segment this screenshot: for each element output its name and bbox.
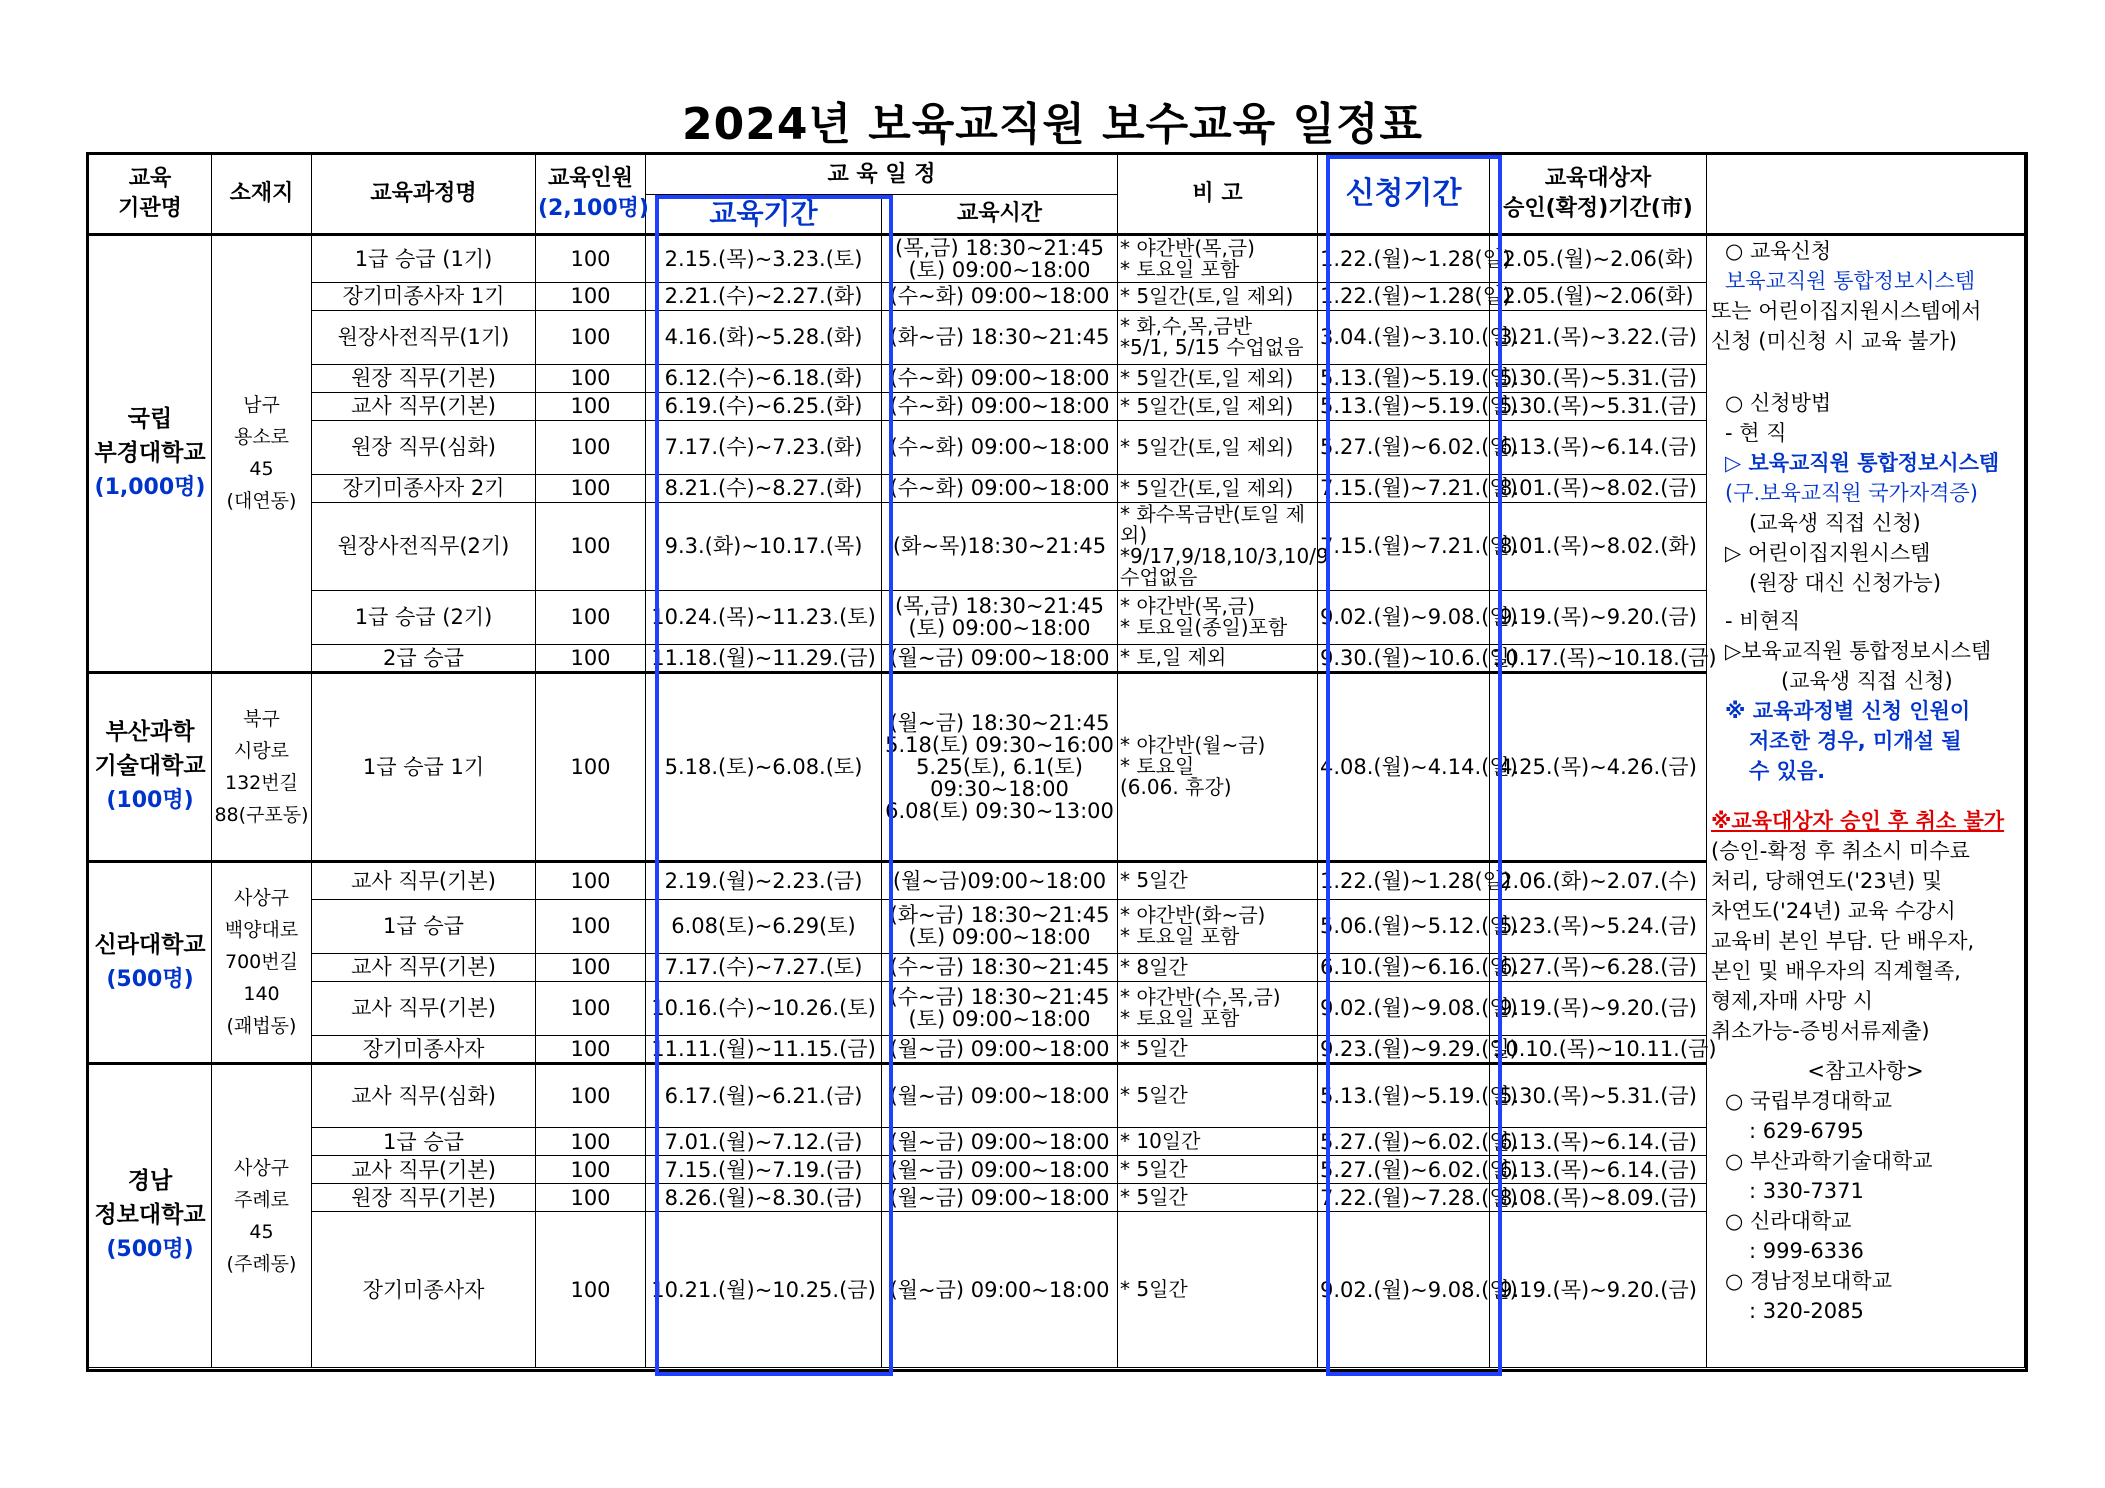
course-name: 1급 승급 (312, 1128, 536, 1156)
course-time: (목,금) 18:30~21:45 (토) 09:00~18:00 (882, 235, 1118, 283)
apply-line: 또는 어린이집지원시스템에서 (1711, 299, 1982, 323)
course-name: 1급 승급 (1기) (312, 235, 536, 283)
course-approval-period: 5.30.(목)~5.31.(금) (1490, 392, 1707, 420)
apply-title: ○ 교육신청 (1725, 239, 1832, 263)
course-period: 8.21.(수)~8.27.(화) (646, 474, 882, 502)
course-period: 10.24.(목)~11.23.(토) (646, 590, 882, 644)
course-name: 장기미종사자 (312, 1035, 536, 1063)
course-apply-period: 1.22.(월)~1.28(일) (1318, 235, 1490, 283)
course-apply-period: 6.10.(월)~6.16.(일) (1318, 953, 1490, 981)
institution-address: 사상구 주례로 45 (주례동) (212, 1063, 312, 1367)
course-approval-period: 4.25.(목)~4.26.(금) (1490, 672, 1707, 861)
course-period: 9.3.(화)~10.17.(목) (646, 502, 882, 590)
course-time: (화~금) 18:30~21:45 (882, 310, 1118, 364)
course-period: 7.17.(수)~7.27.(토) (646, 953, 882, 981)
course-name: 1급 승급 (2기) (312, 590, 536, 644)
header-time: 교육시간 (882, 195, 1118, 235)
course-period: 2.19.(월)~2.23.(금) (646, 861, 882, 899)
table-row (89, 235, 2025, 283)
course-approval-period: 10.10.(목)~10.11.(금) (1490, 1035, 1707, 1063)
course-remark: * 야간반(목,금) * 토요일(종일)포함 (1118, 590, 1318, 644)
course-count: 100 (536, 1184, 646, 1212)
course-apply-period: 7.15.(월)~7.21.(일) (1318, 474, 1490, 502)
method-title: ○ 신청방법 (1725, 391, 1832, 415)
course-name: 원장사전직무(1기) (312, 310, 536, 364)
course-name: 장기미종사자 2기 (312, 474, 536, 502)
course-time: (목,금) 18:30~21:45 (토) 09:00~18:00 (882, 590, 1118, 644)
contact-phone: : 320-2085 (1749, 1299, 1864, 1323)
course-apply-period: 5.13.(월)~5.19.(일) (1318, 1063, 1490, 1127)
institution-name: 신라대학교 (500명) (89, 861, 212, 1063)
course-remark: * 5일간 (1118, 861, 1318, 899)
course-remark: * 10일간 (1118, 1128, 1318, 1156)
course-count: 100 (536, 364, 646, 392)
course-apply-period: 5.13.(월)~5.19.(일) (1318, 392, 1490, 420)
course-remark: * 5일간 (1118, 1063, 1318, 1127)
contact-name: ○ 국립부경대학교 (1725, 1089, 1893, 1113)
course-remark: * 5일간(토,일 제외) (1118, 474, 1318, 502)
course-apply-period: 7.15.(월)~7.21.(일) (1318, 502, 1490, 590)
course-apply-period: 3.04.(월)~3.10.(일) (1318, 310, 1490, 364)
institution-name: 부산과학 기술대학교 (100명) (89, 672, 212, 861)
course-time: (수~화) 09:00~18:00 (882, 364, 1118, 392)
current-self-apply: (교육생 직접 신청) (1749, 511, 1921, 535)
header-course: 교육과정명 (312, 155, 536, 235)
course-count: 100 (536, 981, 646, 1035)
warning-line: 수 있음. (1749, 759, 1826, 783)
noncurrent-system: ▷보육교직원 통합정보시스템 (1725, 639, 1992, 663)
course-approval-period: 9.19.(목)~9.20.(금) (1490, 1212, 1707, 1368)
course-name: 교사 직무(심화) (312, 1063, 536, 1127)
course-period: 11.11.(월)~11.15.(금) (646, 1035, 882, 1063)
course-time: (수~화) 09:00~18:00 (882, 474, 1118, 502)
course-count: 100 (536, 1035, 646, 1063)
course-count: 100 (536, 235, 646, 283)
course-approval-period: 9.19.(목)~9.20.(금) (1490, 590, 1707, 644)
contact-name: ○ 신라대학교 (1725, 1209, 1852, 1233)
course-count: 100 (536, 420, 646, 474)
course-approval-period: 5.30.(목)~5.31.(금) (1490, 1063, 1707, 1127)
course-period: 2.15.(목)~3.23.(토) (646, 235, 882, 283)
course-count: 100 (536, 590, 646, 644)
apply-line: 신청 (미신청 시 교육 불가) (1711, 329, 1957, 353)
course-remark: * 5일간(토,일 제외) (1118, 282, 1318, 310)
institution-name: 경남 정보대학교 (500명) (89, 1063, 212, 1367)
course-remark: * 5일간 (1118, 1156, 1318, 1184)
course-period: 2.21.(수)~2.27.(화) (646, 282, 882, 310)
current-childcare: ▷ 어린이집지원시스템 (1725, 541, 1931, 565)
course-name: 원장 직무(심화) (312, 420, 536, 474)
course-period: 6.12.(수)~6.18.(화) (646, 364, 882, 392)
course-apply-period: 4.08.(월)~4.14.(일) (1318, 672, 1490, 861)
institution-name: 국립 부경대학교 (1,000명) (89, 235, 212, 673)
course-time: (월~금) 09:00~18:00 (882, 1128, 1118, 1156)
course-apply-period: 5.27.(월)~6.02.(일) (1318, 420, 1490, 474)
header-location: 소재지 (212, 155, 312, 235)
course-apply-period: 5.06.(월)~5.12.(일) (1318, 899, 1490, 953)
header-apply-period: 신청기간 (1318, 155, 1490, 235)
course-period: 6.19.(수)~6.25.(화) (646, 392, 882, 420)
current-system: ▷ 보육교직원 통합정보시스템 (1725, 451, 2000, 475)
course-period: 7.01.(월)~7.12.(금) (646, 1128, 882, 1156)
course-remark: * 5일간(토,일 제외) (1118, 392, 1318, 420)
current-childcare-note: (원장 대신 신청가능) (1749, 571, 1942, 595)
header-period: 교육기간 (646, 195, 882, 235)
course-remark: * 5일간 (1118, 1035, 1318, 1063)
course-remark: * 화수목금반(토일 제외) *9/17,9/18,10/3,10/9 수업없음 (1118, 502, 1318, 590)
course-time: (월~금) 09:00~18:00 (882, 1184, 1118, 1212)
course-count: 100 (536, 392, 646, 420)
course-time: (수~금) 18:30~21:45 (토) 09:00~18:00 (882, 981, 1118, 1035)
course-time: (월~금) 09:00~18:00 (882, 1063, 1118, 1127)
course-period: 4.16.(화)~5.28.(화) (646, 310, 882, 364)
course-time: (수~금) 18:30~21:45 (882, 953, 1118, 981)
contact-phone: : 629-6795 (1749, 1119, 1864, 1143)
cancel-warning: ※교육대상자 승인 후 취소 불가 (1711, 809, 2005, 833)
course-time: (수~화) 09:00~18:00 (882, 392, 1118, 420)
course-count: 100 (536, 474, 646, 502)
course-name: 원장 직무(기본) (312, 1184, 536, 1212)
course-period: 5.18.(토)~6.08.(토) (646, 672, 882, 861)
cancel-line: 차연도('24년) 교육 수강시 (1711, 899, 1956, 923)
course-approval-period: 6.13.(목)~6.14.(금) (1490, 1128, 1707, 1156)
course-name: 원장 직무(기본) (312, 364, 536, 392)
institution-address: 사상구 백양대로 700번길 140 (괘법동) (212, 861, 312, 1063)
course-count: 100 (536, 310, 646, 364)
course-period: 10.21.(월)~10.25.(금) (646, 1212, 882, 1368)
course-remark: * 5일간(토,일 제외) (1118, 364, 1318, 392)
course-period: 10.16.(수)~10.26.(토) (646, 981, 882, 1035)
course-time: (화~목)18:30~21:45 (882, 502, 1118, 590)
schedule-table (88, 154, 2025, 1368)
course-count: 100 (536, 899, 646, 953)
course-approval-period: 6.13.(목)~6.14.(금) (1490, 420, 1707, 474)
course-count: 100 (536, 282, 646, 310)
course-remark: * 야간반(목,금) * 토요일 포함 (1118, 235, 1318, 283)
course-count: 100 (536, 644, 646, 672)
course-time: (월~금) 18:30~21:45 5.18(토) 09:30~16:00 5.25(토), 6.1(토) 09:30~18:00 6.08(토) 09:30~13:00 (882, 672, 1118, 861)
schedule-table-wrap (88, 154, 2024, 1368)
course-time: (수~화) 09:00~18:00 (882, 420, 1118, 474)
course-apply-period: 5.27.(월)~6.02.(일) (1318, 1156, 1490, 1184)
header-side (1707, 155, 2025, 235)
cancel-line: (승인-확정 후 취소시 미수료 (1711, 839, 1970, 863)
course-name: 2급 승급 (312, 644, 536, 672)
course-period: 6.17.(월)~6.21.(금) (646, 1063, 882, 1127)
course-apply-period: 7.22.(월)~7.28.(일) (1318, 1184, 1490, 1212)
course-remark: * 5일간(토,일 제외) (1118, 420, 1318, 474)
course-count: 100 (536, 953, 646, 981)
course-name: 1급 승급 (312, 899, 536, 953)
course-count: 100 (536, 861, 646, 899)
course-time: (월~금) 09:00~18:00 (882, 1212, 1118, 1368)
course-approval-period: 9.19.(목)~9.20.(금) (1490, 981, 1707, 1035)
course-apply-period: 1.22.(월)~1.28(일) (1318, 861, 1490, 899)
course-count: 100 (536, 1156, 646, 1184)
course-count: 100 (536, 502, 646, 590)
institution-address: 남구 용소로 45 (대연동) (212, 235, 312, 673)
current-label: - 현 직 (1725, 421, 1787, 445)
course-period: 7.17.(수)~7.23.(화) (646, 420, 882, 474)
course-period: 8.26.(월)~8.30.(금) (646, 1184, 882, 1212)
course-name: 교사 직무(기본) (312, 861, 536, 899)
page-title: 2024년 보육교직원 보수교육 일정표 (682, 99, 1423, 150)
course-approval-period: 2.05.(월)~2.06(화) (1490, 235, 1707, 283)
course-count: 100 (536, 1128, 646, 1156)
course-name: 교사 직무(기본) (312, 392, 536, 420)
course-remark: * 8일간 (1118, 953, 1318, 981)
course-name: 교사 직무(기본) (312, 1156, 536, 1184)
course-approval-period: 6.27.(목)~6.28.(금) (1490, 953, 1707, 981)
reference-title: <참고사항> (1807, 1059, 1924, 1083)
course-time: (수~화) 09:00~18:00 (882, 282, 1118, 310)
course-time: (월~금) 09:00~18:00 (882, 1035, 1118, 1063)
course-approval-period: 10.17.(목)~10.18.(금) (1490, 644, 1707, 672)
side-notes (1707, 235, 2025, 1368)
contact-name: ○ 부산과학기술대학교 (1725, 1149, 1933, 1173)
course-count: 100 (536, 1063, 646, 1127)
noncurrent-self-apply: (교육생 직접 신청) (1781, 669, 1953, 693)
cancel-line: 취소가능-증빙서류제출) (1711, 1019, 1930, 1043)
course-remark: * 5일간 (1118, 1212, 1318, 1368)
course-remark: * 야간반(수,목,금) * 토요일 포함 (1118, 981, 1318, 1035)
current-system-note: (구.보육교직원 국가자격증) (1725, 481, 1978, 505)
contact-phone: : 330-7371 (1749, 1179, 1864, 1203)
warning-line: ※ 교육과정별 신청 인원이 (1725, 699, 1971, 723)
course-apply-period: 9.30.(월)~10.6.(일) (1318, 644, 1490, 672)
course-period: 6.08(토)~6.29(토) (646, 899, 882, 953)
course-remark: * 야간반(화~금) * 토요일 포함 (1118, 899, 1318, 953)
course-count: 100 (536, 1212, 646, 1368)
cancel-line: 처리, 당해연도('23년) 및 (1711, 869, 1943, 893)
header-remark: 비 고 (1118, 155, 1318, 235)
course-period: 11.18.(월)~11.29.(금) (646, 644, 882, 672)
course-approval-period: 3.21.(목)~3.22.(금) (1490, 310, 1707, 364)
course-apply-period: 5.27.(월)~6.02.(일) (1318, 1128, 1490, 1156)
course-period: 7.15.(월)~7.19.(금) (646, 1156, 882, 1184)
apply-system: 보육교직원 통합정보시스템 (1725, 269, 1976, 293)
course-remark: * 토,일 제외 (1118, 644, 1318, 672)
course-approval-period: 5.30.(목)~5.31.(금) (1490, 364, 1707, 392)
noncurrent-label: - 비현직 (1725, 609, 1801, 633)
course-remark: * 야간반(월~금) * 토요일 (6.06. 휴강) (1118, 672, 1318, 861)
course-apply-period: 9.02.(월)~9.08.(일) (1318, 981, 1490, 1035)
course-time: (월~금) 09:00~18:00 (882, 644, 1118, 672)
course-approval-period: 6.13.(목)~6.14.(금) (1490, 1156, 1707, 1184)
course-name: 교사 직무(기본) (312, 981, 536, 1035)
course-time: (화~금) 18:30~21:45 (토) 09:00~18:00 (882, 899, 1118, 953)
course-approval-period: 2.06.(화)~2.07.(수) (1490, 861, 1707, 899)
header-schedule: 교 육 일 정 (646, 155, 1118, 195)
course-approval-period: 2.05.(월)~2.06(화) (1490, 282, 1707, 310)
course-remark: * 화,수,목,금반 *5/1, 5/15 수업없음 (1118, 310, 1318, 364)
cancel-line: 형제,자매 사망 시 (1711, 989, 1874, 1013)
course-name: 교사 직무(기본) (312, 953, 536, 981)
course-time: (월~금) 09:00~18:00 (882, 1156, 1118, 1184)
contact-phone: : 999-6336 (1749, 1239, 1864, 1263)
course-apply-period: 1.22.(월)~1.28(일) (1318, 282, 1490, 310)
cancel-line: 교육비 본인 부담. 단 배우자, (1711, 929, 1975, 953)
course-time: (월~금)09:00~18:00 (882, 861, 1118, 899)
header-count: 교육인원 (2,100명) (536, 155, 646, 235)
course-approval-period: 5.23.(목)~5.24.(금) (1490, 899, 1707, 953)
course-apply-period: 9.02.(월)~9.08.(일) (1318, 1212, 1490, 1368)
header-institution: 교육 기관명 (89, 155, 212, 235)
cancel-line: 본인 및 배우자의 직계혈족, (1711, 959, 1961, 983)
course-name: 장기미종사자 (312, 1212, 536, 1368)
course-name: 1급 승급 1기 (312, 672, 536, 861)
course-remark: * 5일간 (1118, 1184, 1318, 1212)
course-name: 원장사전직무(2기) (312, 502, 536, 590)
header-approval: 교육대상자 승인(확정)기간(市) (1490, 155, 1707, 235)
course-approval-period: 8.01.(목)~8.02.(금) (1490, 474, 1707, 502)
course-name: 장기미종사자 1기 (312, 282, 536, 310)
course-approval-period: 8.08.(목)~8.09.(금) (1490, 1184, 1707, 1212)
institution-address: 북구 시랑로 132번길 88(구포동) (212, 672, 312, 861)
course-apply-period: 9.02.(월)~9.08.(일) (1318, 590, 1490, 644)
course-approval-period: 8.01.(목)~8.02.(화) (1490, 502, 1707, 590)
contact-name: ○ 경남정보대학교 (1725, 1269, 1893, 1293)
course-apply-period: 5.13.(월)~5.19.(일) (1318, 364, 1490, 392)
course-apply-period: 9.23.(월)~9.29.(일) (1318, 1035, 1490, 1063)
course-count: 100 (536, 672, 646, 861)
warning-line: 저조한 경우, 미개설 될 (1749, 729, 1962, 753)
